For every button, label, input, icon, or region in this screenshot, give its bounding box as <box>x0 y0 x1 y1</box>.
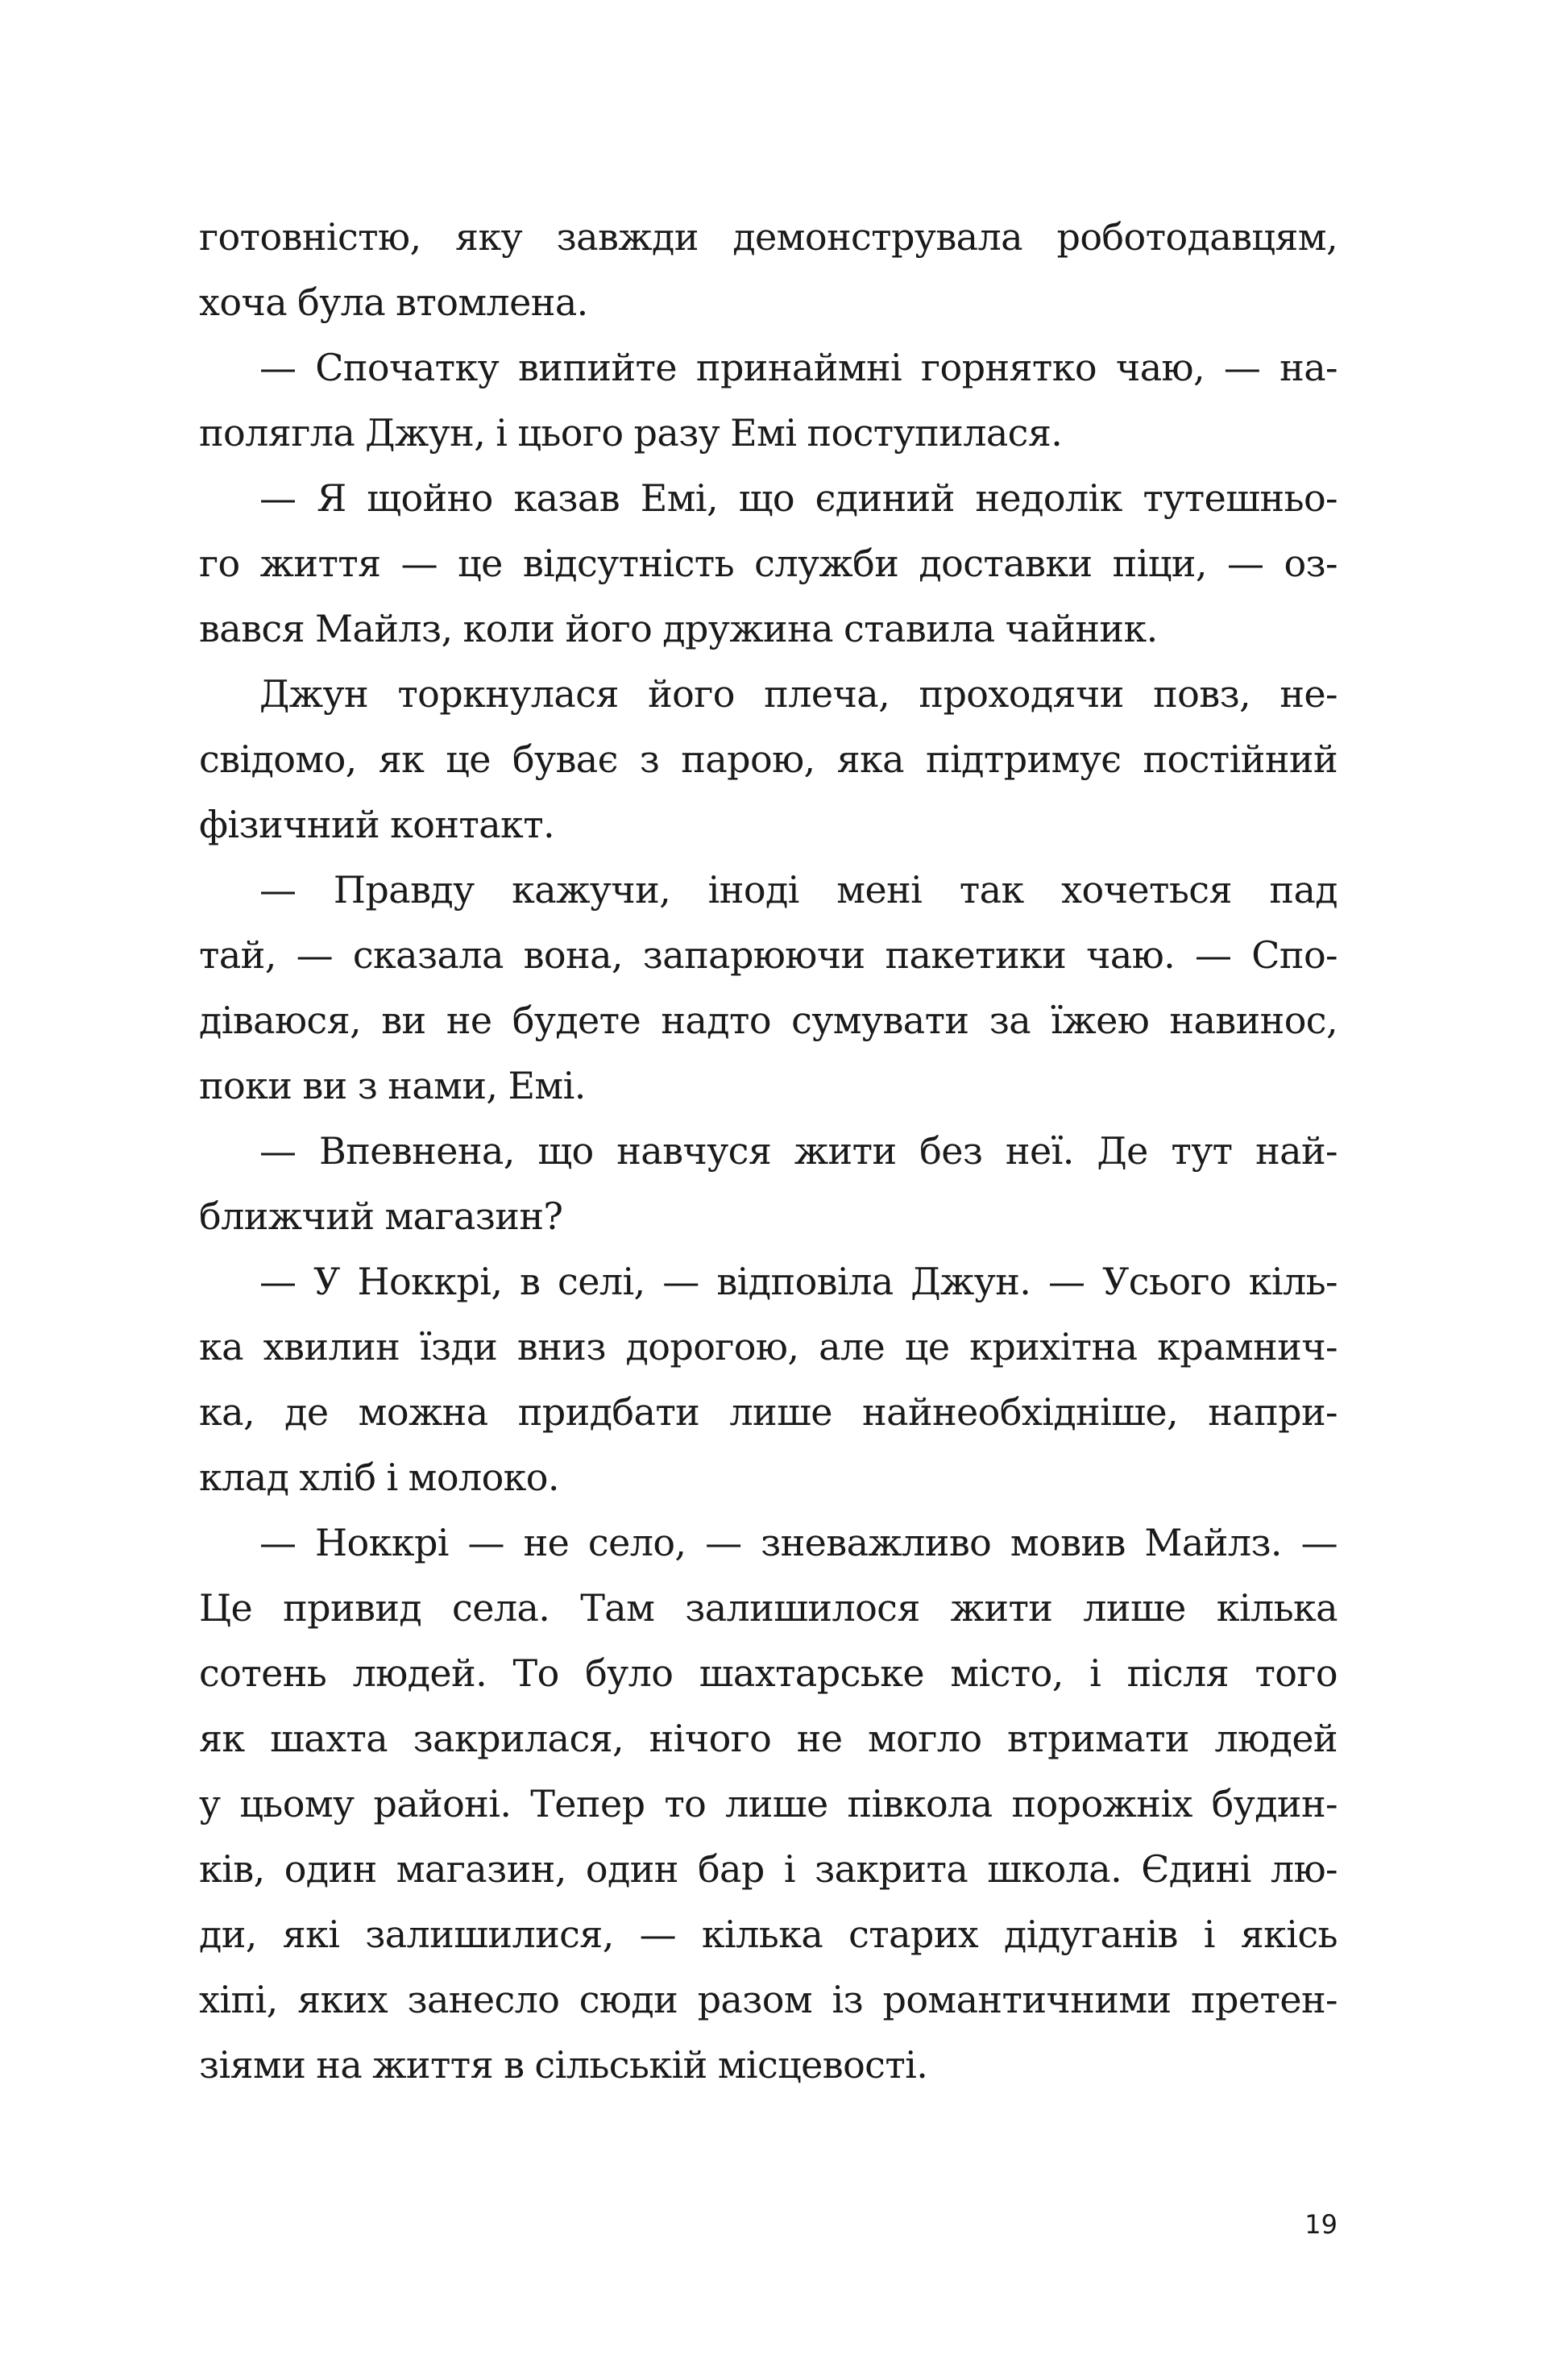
text-line: хоча була втомлена. <box>199 280 588 324</box>
text-line: ка, де можна придбати лише найнеобхідніше, напри- <box>199 1390 1338 1434</box>
text-line: сотень людей. То було шахтарське місто, і після того <box>199 1651 1338 1695</box>
paragraph <box>199 466 1338 662</box>
text-line: вався Майлз, коли його дружина ставила чайник. <box>199 607 1158 650</box>
text-line: — Я щойно казав Емі, що єдиний недолік тутешньо- <box>259 476 1338 520</box>
text-line: ди, які залишилися, — кілька старих дідуганів і якісь <box>199 1913 1338 1956</box>
body-text <box>199 205 1338 2098</box>
text-line: — Правду кажучи, іноді мені так хочеться пад <box>259 868 1338 912</box>
text-line: тай, — сказала вона, запарюючи пакетики чаю. — Спо- <box>199 933 1338 977</box>
paragraph <box>199 858 1338 1119</box>
paragraph <box>199 335 1338 466</box>
text-line: — Спочатку випийте принаймні горнятко чаю, — на- <box>259 346 1338 389</box>
paragraph <box>199 1510 1338 2098</box>
text-line: Джун торкнулася його плеча, проходячи повз, не- <box>259 672 1338 716</box>
paragraph <box>199 1249 1338 1510</box>
text-line: готовністю, яку завжди демонструвала роботодавцям, <box>199 215 1338 259</box>
text-line: діваюся, ви не будете надто сумувати за їжею навинос, <box>199 999 1338 1042</box>
text-line: поки ви з нами, Емі. <box>199 1064 586 1107</box>
paragraph <box>199 205 1338 335</box>
paragraph <box>199 1119 1338 1249</box>
page-number: 19 <box>1304 2209 1338 2240</box>
text-line: — Ноккрі — не село, — зневажливо мовив Майлз. — <box>259 1521 1338 1564</box>
text-line: як шахта закрилася, нічого не могло втримати людей <box>199 1717 1338 1760</box>
text-line: — Впевнена, що навчуся жити без неї. Де тут най- <box>259 1129 1338 1173</box>
text-line: го життя — це відсутність служби доставки піци, — оз- <box>199 542 1338 585</box>
text-line: хіпі, яких занесло сюди разом із романтичними претен- <box>199 1978 1338 2021</box>
text-line: — У Ноккрі, в селі, — відповіла Джун. — Усього кіль- <box>259 1260 1338 1303</box>
text-line: клад хліб і молоко. <box>199 1456 559 1499</box>
text-line: ближчий магазин? <box>199 1194 563 1238</box>
paragraph <box>199 662 1338 858</box>
text-line: полягла Джун, і цього разу Емі поступилася. <box>199 411 1063 455</box>
text-line: фізичний контакт. <box>199 803 555 846</box>
text-line: свідомо, як це буває з парою, яка підтримує постійний <box>199 737 1338 781</box>
text-line: ка хвилин їзди вниз дорогою, але це крихітна крамнич- <box>199 1325 1338 1369</box>
text-line: Це привид села. Там залишилося жити лише кілька <box>199 1586 1338 1630</box>
text-line: ків, один магазин, один бар і закрита школа. Єдині лю- <box>199 1847 1338 1891</box>
text-line: зіями на життя в сільській місцевості. <box>199 2043 928 2087</box>
text-line: у цьому районі. Тепер то лише півкола порожніх будин- <box>199 1782 1338 1825</box>
